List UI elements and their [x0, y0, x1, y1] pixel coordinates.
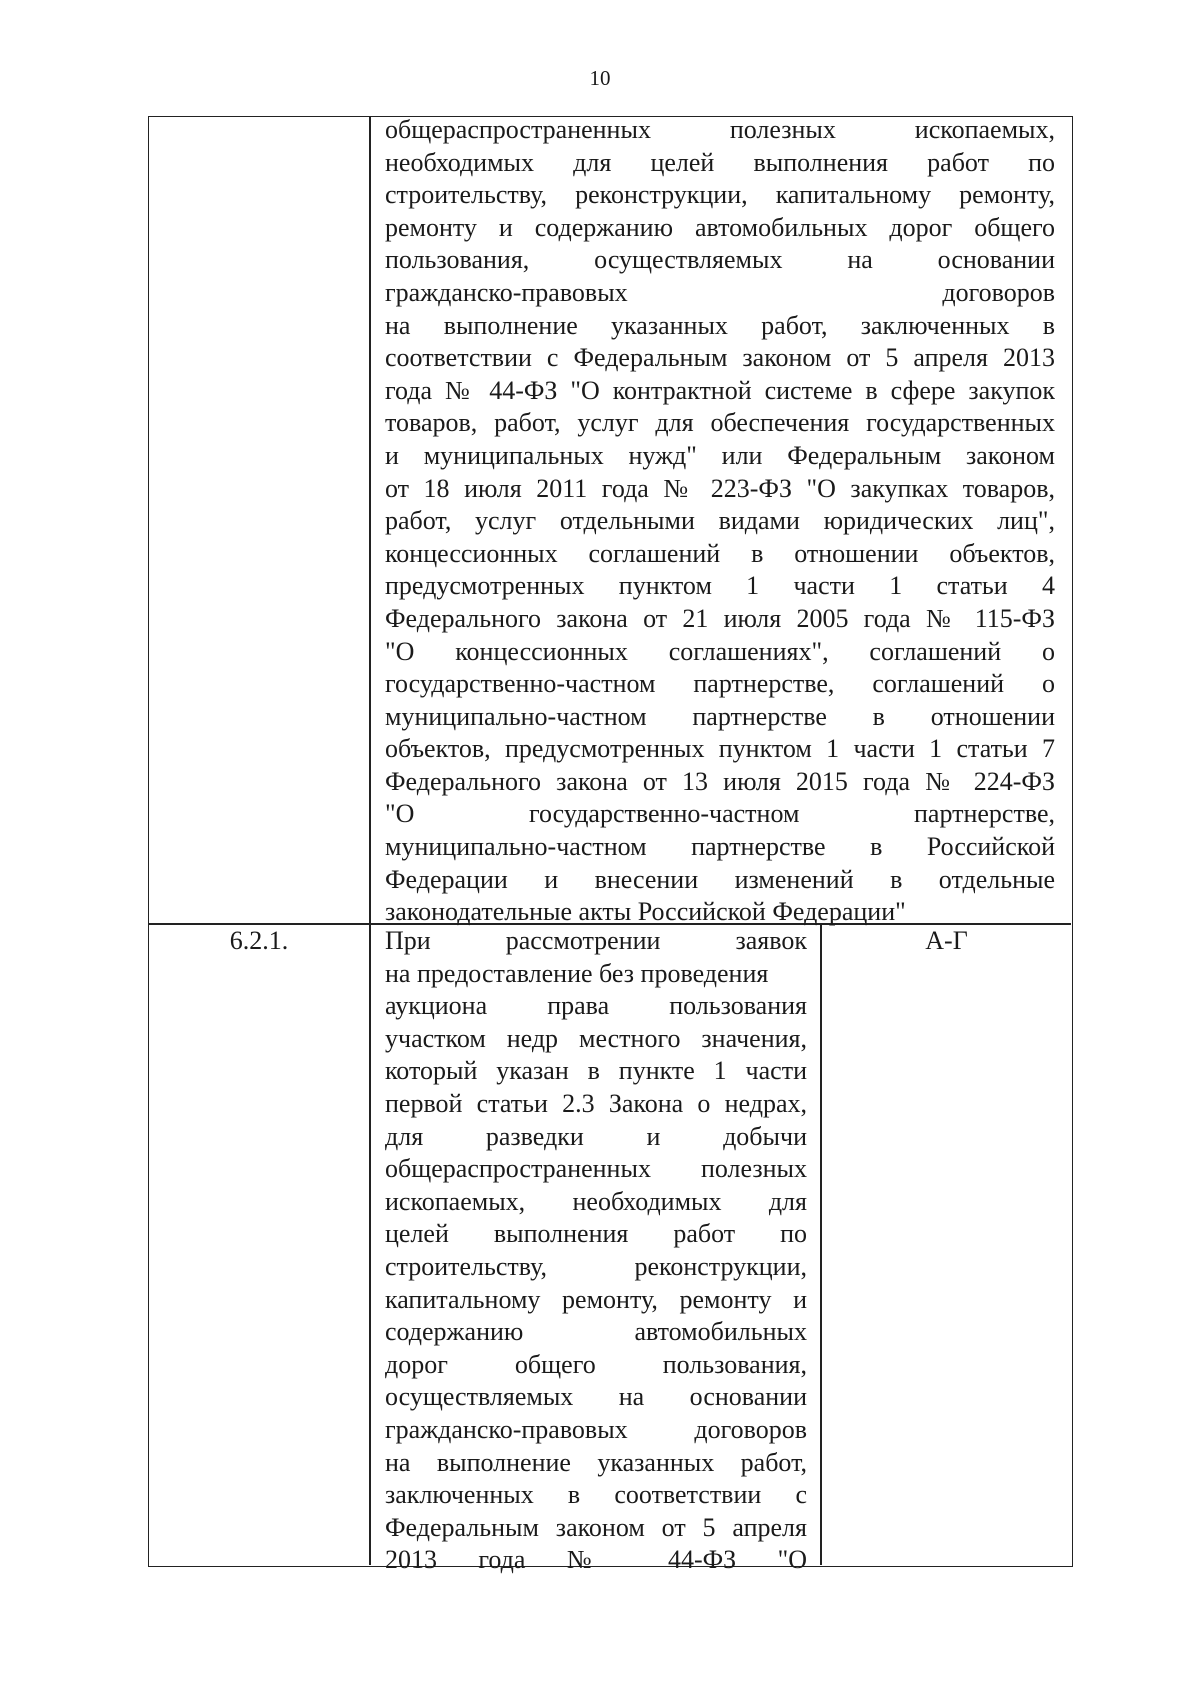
text-line: общераспространенных полезных — [385, 1154, 807, 1184]
text-line: Федеральным законом от 5 апреля — [385, 1512, 807, 1542]
text-line: на выполнение указанных работ, — [385, 1447, 807, 1477]
text-line: аукциона права пользования — [385, 991, 807, 1021]
row-1-code-cell — [149, 117, 369, 923]
text-line: Федерации и внесении изменений в отдельные — [385, 864, 1055, 894]
text-line: законодательные акты Российской Федерации" — [385, 897, 906, 927]
text-line: пользования, осуществляемых на основании — [385, 245, 1055, 275]
row-2-category-cell — [822, 925, 1071, 958]
text-line: который указан в пункте 1 части — [385, 1056, 807, 1086]
text-line: участком недр местного значения, — [385, 1023, 807, 1053]
text-line: строительству, реконструкции, — [385, 1251, 807, 1281]
text-line: концессионных соглашений в отношении объектов, — [385, 538, 1055, 568]
text-line: осуществляемых на основании — [385, 1382, 807, 1412]
text-line: работ, услуг отдельными видами юридических лиц", — [385, 506, 1055, 536]
text-line: Федерального закона от 13 июля 2015 года № 224-ФЗ — [385, 766, 1055, 796]
text-line: капитальному ремонту, ремонту и — [385, 1284, 807, 1314]
text-line: года № 44-ФЗ "О контрактной системе в сфере закупок — [385, 375, 1055, 405]
text-line: на выполнение указанных работ, заключенных в — [385, 310, 1055, 340]
text-line: дорог общего пользования, — [385, 1349, 807, 1379]
page-number: 10 — [589, 66, 611, 90]
text-line: заключенных в соответствии с — [385, 1480, 807, 1510]
text-line: ремонту и содержанию автомобильных дорог общего — [385, 212, 1055, 242]
column-divider-category — [820, 923, 822, 1565]
text-line: гражданско-правовых договоров — [385, 277, 1055, 307]
text-line: Федерального закона от 21 июля 2005 года № 115-ФЗ — [385, 603, 1055, 633]
category-value: А-Г — [925, 926, 968, 955]
text-line: целей выполнения работ по — [385, 1219, 807, 1249]
requirements-table — [148, 115, 1073, 1575]
column-divider-code — [369, 117, 371, 1565]
text-line: объектов, предусмотренных пунктом 1 части 1 статьи 7 — [385, 734, 1055, 764]
text-line: необходимых для целей выполнения работ по — [385, 147, 1055, 177]
text-line: муниципально-частном партнерстве в отношении — [385, 701, 1055, 731]
text-line: товаров, работ, услуг для обеспечения государственных — [385, 408, 1055, 438]
text-line: гражданско-правовых договоров — [385, 1414, 807, 1444]
text-line: на предоставление без проведения — [385, 958, 769, 988]
text-line: для разведки и добычи — [385, 1121, 807, 1151]
item-code: 6.2.1. — [229, 926, 289, 955]
text-line: от 18 июля 2011 года № 223-ФЗ "О закупках товаров, — [385, 473, 1055, 503]
text-line: муниципально-частном партнерстве в Российской — [385, 832, 1055, 862]
row-2-text-cell — [385, 925, 807, 1577]
text-line: содержанию автомобильных — [385, 1317, 807, 1347]
row-2-code-cell — [149, 925, 369, 958]
text-line: 2013 года № 44-ФЗ "О — [385, 1545, 807, 1575]
text-line: строительству, реконструкции, капитальному ремонту, — [385, 180, 1055, 210]
text-line: государственно-частном партнерстве, соглашений о — [385, 669, 1055, 699]
text-line: ископаемых, необходимых для — [385, 1186, 807, 1216]
text-line: При рассмотрении заявок — [385, 926, 807, 955]
text-line: предусмотренных пунктом 1 части 1 статьи 4 — [385, 571, 1055, 601]
text-line: соответствии с Федеральным законом от 5 апреля 2013 — [385, 343, 1055, 373]
text-line: "О концессионных соглашениях", соглашений о — [385, 636, 1055, 666]
text-line: первой статьи 2.3 Закона о недрах, — [385, 1088, 807, 1118]
text-line: и муниципальных нужд" или Федеральным законом — [385, 440, 1055, 470]
row-1-text-cell — [385, 114, 1055, 929]
text-line: общераспространенных полезных ископаемых, — [385, 115, 1055, 144]
text-line: "О государственно-частном партнерстве, — [385, 799, 1055, 829]
